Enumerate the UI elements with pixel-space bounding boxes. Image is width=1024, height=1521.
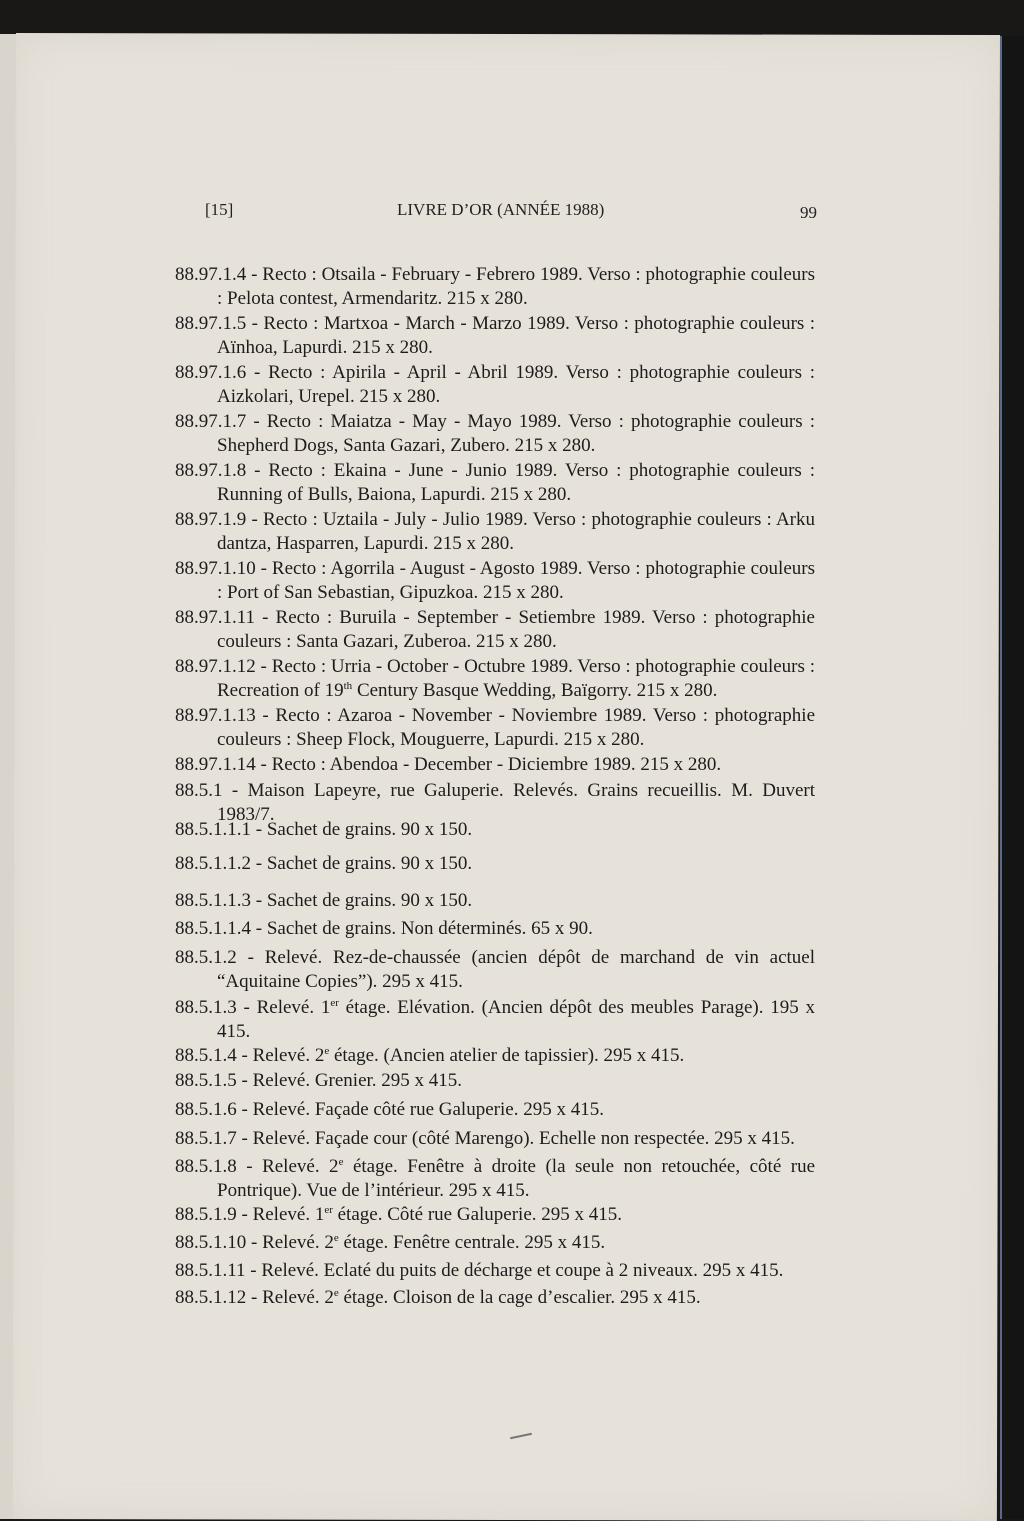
catalog-entry	[175, 606, 815, 654]
catalog-entry	[175, 818, 815, 842]
catalog-entry	[175, 704, 815, 752]
entry-text: 88.97.1.6 - Recto : Apirila - April - Abril 1989. Verso : photographie couleurs : Aizkolari, Urepel. 215 x 280.	[175, 362, 815, 407]
entry-text: 88.5.1.2 - Relevé. Rez-de-chaussée (ancien dépôt de marchand de vin actuel “Aquitaine Copies”). 295 x 415.	[175, 947, 815, 992]
ordinal-superscript: er	[324, 1204, 333, 1216]
entry-text: 88.5.1.1.1 - Sachet de grains. 90 x 150.	[175, 819, 473, 840]
entry-text: 88.5.1.1.3 - Sachet de grains. 90 x 150.	[175, 890, 473, 911]
catalog-entry	[175, 410, 815, 458]
entry-text: 88.5.1.9 - Relevé. 1	[175, 1204, 325, 1225]
entry-text: 88.97.1.4 - Recto : Otsaila - February - Febrero 1989. Verso : photographie couleurs : Pelota contest, Armendaritz. 215 x 280.	[175, 264, 815, 309]
catalog-entry	[175, 1044, 815, 1068]
catalog-entry	[175, 655, 815, 703]
entry-text: 88.5.1.10 - Relevé. 2	[175, 1232, 334, 1253]
entry-text: 88.97.1.11 - Recto : Buruila - September - Setiembre 1989. Verso : photographie couleurs : Santa Gazari, Zuberoa. 215 x 280.	[175, 607, 815, 652]
catalog-entry	[175, 263, 815, 311]
running-title: LIVRE D’OR (ANNÉE 1988)	[397, 200, 605, 219]
entry-text: 88.5.1.5 - Relevé. Grenier. 295 x 415.	[175, 1070, 463, 1091]
catalog-entry	[175, 1127, 815, 1151]
page-number: 99	[800, 203, 817, 222]
ordinal-superscript: e	[333, 1287, 339, 1299]
catalog-entry	[175, 557, 815, 605]
entry-text: étage. Elévation. (Ancien dépôt des meubles Parage). 195 x 415.	[217, 997, 815, 1042]
catalog-entry	[175, 1259, 815, 1283]
entry-text: 88.97.1.12 - Recto : Urria - October - Octubre 1989. Verso : photographie couleurs : Recreation of 19	[175, 656, 815, 701]
entry-text: 88.5.1.3 - Relevé. 1	[175, 997, 331, 1018]
entry-text: étage. Fenêtre centrale. 295 x 415.	[338, 1232, 606, 1253]
entry-text: 88.5.1.11 - Relevé. Eclaté du puits de décharge et coupe à 2 niveaux. 295 x 415.	[175, 1260, 784, 1281]
ordinal-superscript: th	[343, 680, 353, 692]
catalog-entry	[175, 917, 815, 941]
entry-text: 88.97.1.5 - Recto : Martxoa - March - Marzo 1989. Verso : photographie couleurs : Aïnhoa, Lapurdi. 215 x 280.	[175, 313, 815, 358]
entry-text: 88.97.1.13 - Recto : Azaroa - November - Noviembre 1989. Verso : photographie couleurs : Sheep Flock, Mouguerre, Lapurdi. 215 x 280.	[175, 705, 815, 750]
catalog-entry	[175, 1069, 815, 1093]
entry-text: 88.97.1.10 - Recto : Agorrila - August - Agosto 1989. Verso : photographie couleurs : Port of San Sebastian, Gipuzkoa. 215 x 280.	[175, 558, 815, 603]
catalog-entry	[175, 1286, 815, 1310]
entry-text: 88.5.1.4 - Relevé. 2	[175, 1045, 325, 1066]
catalog-entry	[175, 1231, 815, 1255]
entry-text: 88.5.1.1.2 - Sachet de grains. 90 x 150.	[175, 853, 473, 874]
entry-text: étage. Cloison de la cage d’escalier. 295 x 415.	[338, 1287, 701, 1308]
scan-border-right	[1000, 36, 1024, 1519]
catalog-entry	[175, 1098, 815, 1122]
ordinal-superscript: e	[324, 1045, 330, 1057]
entry-text: 88.97.1.7 - Recto : Maiatza - May - Mayo 1989. Verso : photographie couleurs : Shepherd Dogs, Santa Gazari, Zubero. 215 x 280.	[175, 411, 815, 456]
catalog-entry	[175, 753, 815, 777]
catalog-entry	[175, 852, 815, 876]
catalog-entry	[175, 459, 815, 507]
catalog-entry	[175, 1155, 815, 1203]
entry-text: 88.5.1.8 - Relevé. 2	[175, 1156, 339, 1177]
entry-text: 88.5.1.7 - Relevé. Façade cour (côté Marengo). Echelle non respectée. 295 x 415.	[175, 1128, 795, 1149]
catalog-entry	[175, 508, 815, 556]
catalog-entry	[175, 946, 815, 994]
entry-text: étage. Côté rue Galuperie. 295 x 415.	[332, 1204, 623, 1225]
entry-text: Century Basque Wedding, Baïgorry. 215 x 280.	[352, 680, 718, 701]
ordinal-superscript: e	[338, 1156, 344, 1168]
entry-text: 88.97.1.9 - Recto : Uztaila - July - Julio 1989. Verso : photographie couleurs : Arku dantza, Hasparren, Lapurdi. 215 x 280.	[175, 509, 815, 554]
entry-text: étage. Fenêtre à droite (la seule non retouchée, côté rue Pontrique). Vue de l’intérieur. 295 x 415.	[217, 1156, 816, 1201]
ordinal-superscript: er	[330, 997, 339, 1009]
catalog-entry	[175, 889, 815, 913]
entry-text: 88.5.1.6 - Relevé. Façade côté rue Galuperie. 295 x 415.	[175, 1099, 604, 1120]
catalog-entry	[175, 312, 815, 360]
entry-text: 88.5.1.1.4 - Sachet de grains. Non déterminés. 65 x 90.	[175, 918, 593, 939]
entry-text: 88.97.1.8 - Recto : Ekaina - June - Junio 1989. Verso : photographie couleurs : Running of Bulls, Baiona, Lapurdi. 215 x 280.	[175, 460, 815, 505]
entry-text: 88.97.1.14 - Recto : Abendoa - December - Diciembre 1989. 215 x 280.	[175, 754, 722, 775]
catalog-entry	[175, 1203, 815, 1227]
section-number: [15]	[205, 200, 234, 219]
ordinal-superscript: e	[333, 1232, 339, 1244]
catalog-entry	[175, 996, 815, 1044]
catalog-entry	[175, 361, 815, 409]
entry-text: étage. (Ancien atelier de tapissier). 295 x 415.	[329, 1045, 685, 1066]
entry-text: 88.5.1.12 - Relevé. 2	[175, 1287, 334, 1308]
entry-text: 88.5.1 - Maison Lapeyre, rue Galuperie. Relevés. Grains recueillis. M. Duvert 1983/7.	[175, 780, 815, 825]
